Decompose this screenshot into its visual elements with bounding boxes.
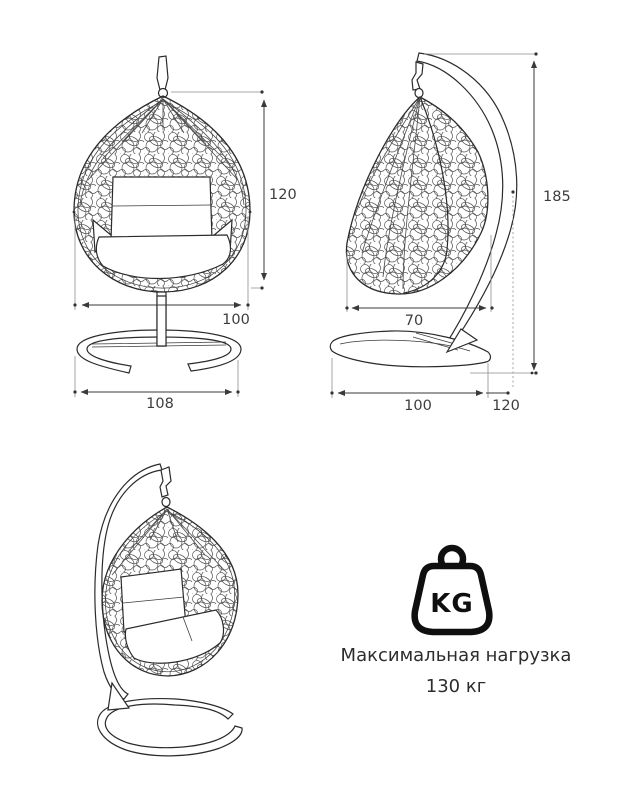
perspective-view <box>95 464 242 756</box>
kg-weight-icon <box>415 548 490 632</box>
back-cushion <box>111 177 212 241</box>
hanger-rod <box>157 56 168 90</box>
front-height-label: 120 <box>269 187 297 203</box>
persp-hanger-knot <box>162 498 170 507</box>
stand-pole-front <box>157 296 166 346</box>
side-height-label: 185 <box>543 189 571 205</box>
side-total-depth-label: 120 <box>492 398 520 414</box>
persp-hanger-rod <box>160 467 171 497</box>
front-width-label: 100 <box>222 312 250 328</box>
kg-icon-label: KG <box>430 589 474 619</box>
front-base-label: 108 <box>146 396 174 412</box>
max-load-value: 130 кг <box>425 676 487 697</box>
side-view <box>330 52 570 414</box>
max-load-badge <box>415 548 490 632</box>
front-view <box>73 56 297 412</box>
side-hanger-rod <box>412 62 423 90</box>
max-load-caption: Максимальная нагрузка <box>340 645 572 666</box>
side-hanger-knot <box>415 89 423 98</box>
side-depth-label: 70 <box>404 313 424 329</box>
side-base-label: 100 <box>404 398 432 414</box>
